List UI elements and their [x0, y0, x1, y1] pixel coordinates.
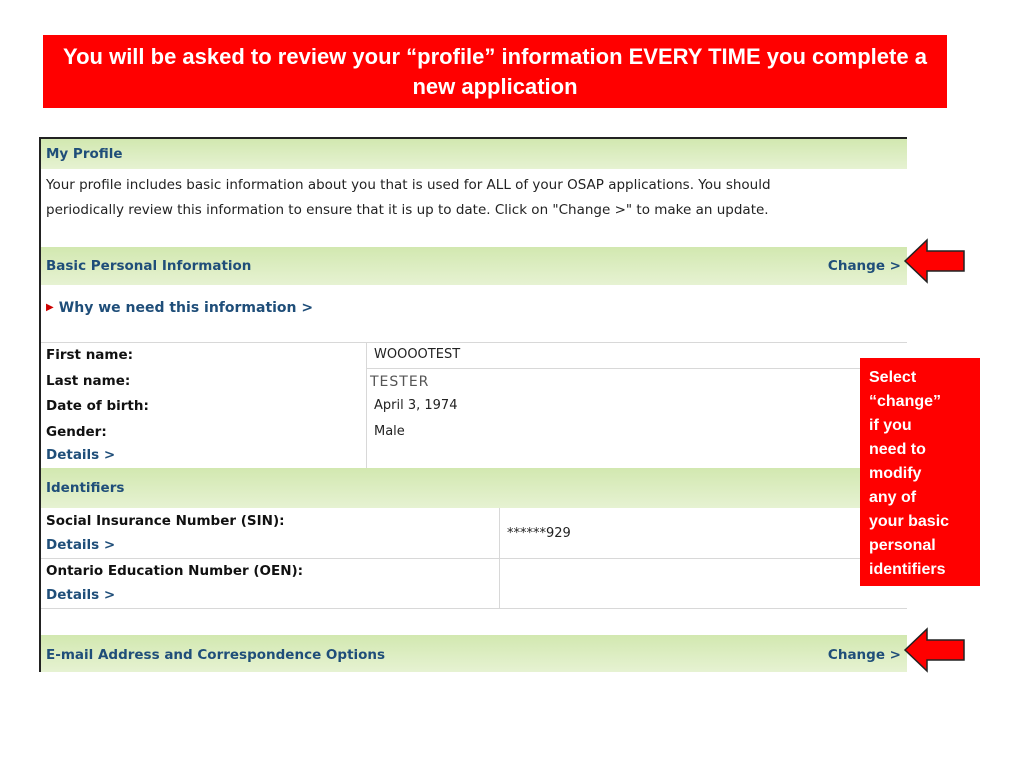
why-info-row[interactable]: [46, 297, 313, 316]
basic-details-link[interactable]: Details >: [46, 447, 116, 463]
profile-intro-line-1: Your profile includes basic information about you that is used for ALL of your OSAP applications. You should: [46, 177, 771, 193]
field-label-date-of-birth: Date of birth:: [46, 398, 149, 414]
sin-details-link[interactable]: Details >: [46, 537, 116, 553]
profile-intro-line-2: periodically review this information to ensure that it is up to date. Click on "Change >" to make an update.: [46, 202, 769, 218]
field-label-gender: Gender:: [46, 424, 107, 440]
my-profile-title: My Profile: [46, 146, 123, 162]
field-value-last-name: TESTER: [370, 374, 430, 390]
field-value-gender: Male: [374, 424, 405, 439]
pointer-arrow-icon: [903, 238, 967, 284]
field-value-date-of-birth: April 3, 1974: [374, 398, 458, 413]
identifiers-header: [41, 468, 907, 508]
table-column-divider: [366, 342, 367, 468]
instruction-banner: [43, 35, 947, 108]
expand-triangle-icon: ▶: [46, 302, 54, 313]
email-change-link[interactable]: Change >: [827, 647, 901, 663]
oen-label: Ontario Education Number (OEN):: [46, 563, 304, 579]
email-title: E-mail Address and Correspondence Options: [46, 647, 386, 663]
my-profile-panel: [39, 137, 907, 672]
callout-text: Select “change” if you need to modify any of your basic personal identifiers: [869, 369, 950, 578]
email-header: [41, 635, 907, 672]
basic-info-title: Basic Personal Information: [46, 258, 252, 274]
field-label-first-name: First name:: [46, 347, 134, 363]
pointer-arrow-icon: [903, 627, 967, 673]
table-divider: [41, 342, 907, 343]
basic-info-header: [41, 247, 907, 285]
basic-info-change-link[interactable]: Change >: [827, 258, 901, 274]
banner-text: You will be asked to review your “profile” information EVERY TIME you complete a new application: [63, 43, 927, 99]
my-profile-header: [41, 139, 907, 169]
field-value-first-name: WOOOOTEST: [374, 347, 461, 362]
identifiers-title: Identifiers: [46, 480, 125, 496]
why-info-link[interactable]: Why we need this information >: [58, 300, 314, 316]
instruction-callout: [860, 358, 980, 586]
value-row-divider: [366, 368, 907, 369]
sin-label: Social Insurance Number (SIN):: [46, 513, 285, 529]
field-label-last-name: Last name:: [46, 373, 131, 389]
identifiers-bottom-divider: [41, 608, 907, 609]
sin-value: ******929: [507, 526, 571, 541]
oen-details-link[interactable]: Details >: [46, 587, 116, 603]
identifiers-row-divider: [41, 558, 907, 559]
